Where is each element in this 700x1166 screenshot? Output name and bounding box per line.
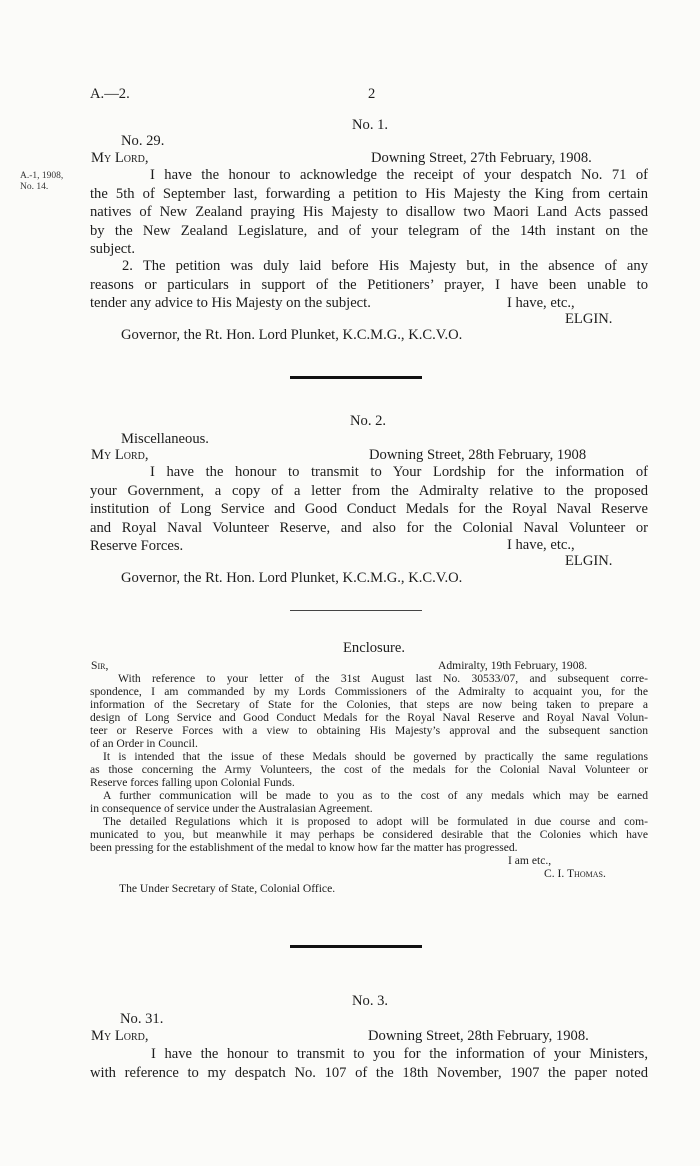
letter1-line: tender any advice to His Majesty on the subject. [90, 295, 371, 312]
letter3-line: with reference to my despatch No. 107 of the 18th November, 1907 the paper noted [90, 1065, 648, 1081]
margin-note-line-2: No. 14. [20, 182, 49, 192]
letter2-place-date: Downing Street, 28th February, 1908 [369, 447, 587, 463]
section-divider [290, 610, 422, 611]
letter1-signature: ELGIN. [565, 311, 613, 327]
enclosure-heading: Enclosure. [343, 640, 406, 656]
enclosure-line: It is intended that the issue of these Medals should be governed by practically the same regulations [103, 750, 648, 763]
letter1-line: reasons or particulars in support of the Petitioners’ prayer, I have been unable to [90, 277, 648, 293]
enclosure-line: as those concerning the Army Volunteers, the cost of the medals for the Colonial Naval Volunteer or [90, 763, 648, 776]
enclosure-line: With reference to your letter of the 31st August last No. 30533/07, and subsequent corre- [118, 672, 648, 685]
letter1-body [90, 185, 648, 259]
letter1-line: the 5th of September last, forwarding a petition to His Majesty the King from certain [90, 186, 648, 202]
enclosure-body-3 [90, 802, 648, 815]
enclosure-line: spondence, I am commanded by my Lords Commissioners of the Admiralty to acquaint you, for the [90, 685, 648, 698]
letter1-paragraph-1-first [150, 167, 648, 184]
letter2-salutation: My Lord, [91, 447, 149, 463]
enclosure-line: in consequence of service under the Australasian Agreement. [90, 802, 373, 815]
enclosure-signature: C. I. Thomas. [544, 867, 606, 880]
enclosure-line: been pressing for the establishment of the medal to know how far the matter has progressed. [90, 841, 518, 855]
margin-note-line-1: A.-1, 1908, [20, 171, 64, 181]
enclosure-addressee: The Under Secretary of State, Colonial Office. [119, 882, 336, 895]
letter2-line: and Royal Naval Volunteer Reserve, and also for the Colonial Naval Volunteer or [90, 519, 648, 536]
enclosure-paragraph-3-first [103, 789, 648, 802]
page-number: 2 [368, 86, 376, 102]
enclosure-body-2 [90, 763, 648, 789]
letter2-signature: ELGIN. [565, 553, 613, 569]
letter3-heading: No. 3. [352, 993, 389, 1009]
letter2-paragraph-first [150, 464, 648, 481]
section-divider [290, 376, 422, 379]
enclosure-paragraph-2-first [103, 750, 648, 763]
enclosure-line: The detailed Regulations which it is proposed to adopt will be formulated in due course and com- [103, 815, 648, 828]
letter1-line: 2. The petition was duly laid before His Majesty but, in the absence of any [122, 258, 648, 274]
letter1-line: subject. [90, 241, 135, 258]
letter3-place-date: Downing Street, 28th February, 1908. [368, 1028, 589, 1044]
letter2-line: I have the honour to transmit to Your Lordship for the information of [150, 464, 648, 480]
enclosure-line: of an Order in Council. [90, 737, 198, 751]
letter1-number: No. 29. [121, 133, 165, 149]
letter3-number: No. 31. [120, 1011, 164, 1027]
letter3-salutation: My Lord, [91, 1028, 149, 1044]
letter1-heading: No. 1. [352, 117, 389, 133]
letter1-paragraph-2-first [122, 258, 648, 275]
enclosure-line: design of Long Service and Good Conduct Medals for the Royal Naval Reserve and Royal Naval Volun- [90, 711, 648, 725]
letter1-closing: I have, etc., [507, 295, 575, 311]
enclosure-body-4 [90, 828, 648, 854]
letter2-line: Reserve Forces. [90, 538, 184, 555]
letter2-category: Miscellaneous. [121, 431, 209, 447]
letter2-line: your Government, a copy of a letter from the Admiralty relative to the proposed [90, 483, 648, 499]
letter2-heading: No. 2. [350, 413, 387, 429]
letter2-line: institution of Long Service and Good Conduct Medals for the Royal Naval Reserve [90, 501, 648, 518]
letter1-line: I have the honour to acknowledge the receipt of your despatch No. 71 of [150, 167, 648, 183]
enclosure-closing: I am etc., [508, 854, 552, 867]
letter2-addressee: Governor, the Rt. Hon. Lord Plunket, K.C.M.G., K.C.V.O. [121, 570, 463, 586]
letter3-line: I have the honour to transmit to you for the information of your Ministers, [151, 1046, 648, 1062]
letter1-addressee: Governor, the Rt. Hon. Lord Plunket, K.C.M.G., K.C.V.O. [121, 327, 463, 343]
enclosure-place-date: Admiralty, 19th February, 1908. [438, 659, 588, 672]
enclosure-line: information of the Secretary of State for the Colonies, that steps are now being taken to prepare a [90, 698, 648, 712]
letter1-place-date: Downing Street, 27th February, 1908. [371, 150, 592, 166]
letter1-line: natives of New Zealand praying His Majesty to disallow two Maori Land Acts passed [90, 204, 648, 221]
enclosure-line: teer or Reserve Forces with a view to obtaining His Majesty’s approval and the subsequent sanction [90, 724, 648, 738]
letter2-closing: I have, etc., [507, 537, 575, 553]
enclosure-paragraph-4-first [103, 815, 648, 828]
letter3-body [90, 1064, 648, 1082]
enclosure-line: A further communication will be made to you as to the cost of any medals which may be earned [103, 789, 648, 802]
enclosure-salutation: Sir, [91, 659, 109, 672]
enclosure-line: Reserve forces falling upon Colonial Funds. [90, 776, 295, 790]
letter1-salutation: My Lord, [91, 150, 149, 166]
letter1-line: by the New Zealand Legislature, and of your telegram of the 14th instant on the [90, 222, 648, 239]
page-reference: A.—2. [90, 86, 130, 102]
section-divider [290, 945, 422, 948]
enclosure-paragraph-1-first [118, 672, 648, 685]
letter3-paragraph-first [151, 1046, 648, 1063]
enclosure-line: municated to you, but meanwhile it may perhaps be considered desirable that the Colonies which have [90, 828, 648, 841]
enclosure-body-1 [90, 685, 648, 750]
